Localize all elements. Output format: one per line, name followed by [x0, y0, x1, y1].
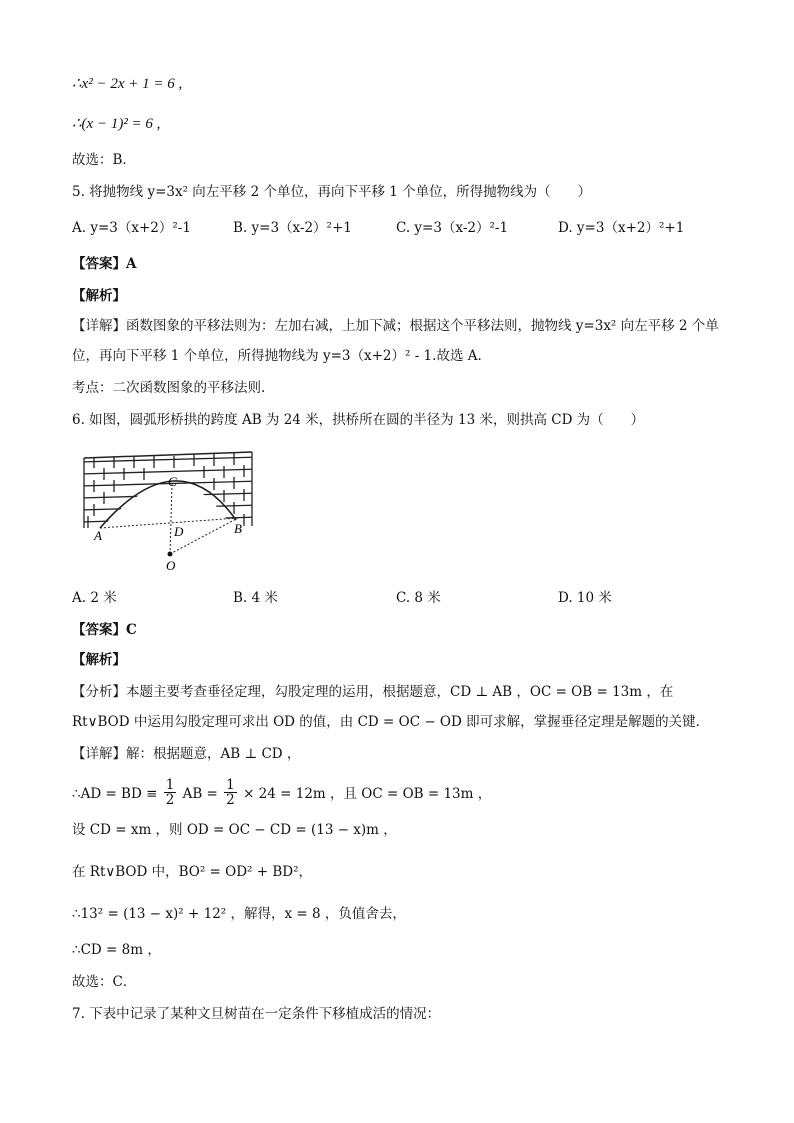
- question-6: 6. 如图，圆弧形桥拱的跨度 AB 为 24 米，拱桥所在圆的半径为 13 米，则拱高 CD 为（ ）: [72, 412, 645, 428]
- q5-option-c: C. y=3（x-2）²-1: [396, 220, 509, 236]
- label-b: B: [234, 521, 242, 536]
- q6-detail-line-4: 在 Rt∨BOD 中，BO² = OD² + BD²，: [72, 864, 313, 880]
- q5-analysis-heading: 【解析】: [72, 288, 126, 304]
- label-d: D: [174, 524, 184, 539]
- fraction-num-1: 1: [165, 777, 175, 793]
- q6-option-c: C. 8 米: [396, 590, 441, 606]
- bridge-arch-figure: [80, 448, 260, 576]
- fraction-half-1: [164, 778, 177, 807]
- q5-detail-line-2: 位，再向下平移 1 个单位，所得抛物线为 y=3（x+2）² - 1.故选 A.: [72, 348, 482, 364]
- fraction-num-2: 1: [226, 777, 235, 793]
- fraction-half-2: [224, 778, 237, 807]
- label-a: A: [94, 528, 102, 543]
- q5-option-b: B. y=3（x-2）²+1: [233, 220, 352, 236]
- q6-detail-line-6: ∴CD = 8m ，: [72, 942, 161, 958]
- q6-option-d: D. 10 米: [558, 590, 612, 606]
- q6-detail-line-2: [72, 777, 492, 809]
- chord-ab: [100, 518, 238, 528]
- label-o: O: [166, 558, 176, 573]
- q5-detail-line-1: 【详解】函数图象的平移法则为：左加右减，上加下减；根据这个平移法则，抛物线 y=3x² 向左平移 2 个单: [72, 318, 719, 334]
- label-c: C: [168, 474, 177, 489]
- center-point-o: [168, 552, 173, 557]
- q5-option-d: D. y=3（x+2）²+1: [558, 220, 685, 236]
- q6-detail-line-1: 【详解】解：根据题意，AB ⊥ CD ，: [72, 746, 301, 762]
- q6-detail-line-5: ∴13² = (13 − x)² + 12² ，解得，x = 8 ，负值舍去，: [72, 906, 406, 922]
- q6-detail-line-3: 设 CD = xm ，则 OD = OC − CD = (13 − x)m ，: [72, 822, 397, 838]
- q5-knowledge-point: 考点：二次函数图象的平移法则.: [72, 380, 266, 396]
- q6-analysis-line-1: 【分析】本题主要考查垂径定理，勾股定理的运用，根据题意，CD ⊥ AB ，OC = OB = 13m ，在: [72, 684, 674, 700]
- q6-detail-line-7: 故选：C．: [72, 974, 137, 990]
- q6-analysis-line-2: Rt∨BOD 中运用勾股定理可求出 OD 的值，由 CD = OC − OD 即可求解，掌握垂径定理是解题的关键．: [72, 714, 710, 730]
- q5-option-a: A. y=3（x+2）²-1: [72, 220, 191, 236]
- q6-option-b: B. 4 米: [233, 590, 278, 606]
- fraction-den-1: 2: [165, 792, 175, 808]
- question-5: 5. 将抛物线 y=3x² 向左平移 2 个单位，再向下平移 1 个单位，所得抛物线为（ ）: [72, 184, 592, 200]
- fraction-den-2: 2: [226, 792, 235, 808]
- equation-line-1: ∴x² − 2x + 1 = 6 ,: [72, 76, 183, 92]
- question-7: 7. 下表中记录了某种文旦树苗在一定条件下移植成活的情况：: [72, 1006, 441, 1022]
- q6-option-a: A. 2 米: [72, 590, 117, 606]
- q5-answer: 【答案】A: [72, 256, 137, 272]
- q6-result-text: × 24 = 12m ，且 OC = OB = 13m ，: [243, 786, 492, 802]
- equation-line-2: ∴(x − 1)² = 6 ,: [72, 116, 161, 132]
- choice-line-b: 故选：B．: [72, 152, 136, 168]
- q6-ab-text: AB =: [182, 786, 218, 802]
- q6-ad-bd-text: ∴AD = BD ≡: [72, 786, 158, 802]
- q6-answer: 【答案】C: [72, 622, 137, 638]
- line-co: [170, 484, 172, 554]
- q6-analysis-heading: 【解析】: [72, 652, 126, 668]
